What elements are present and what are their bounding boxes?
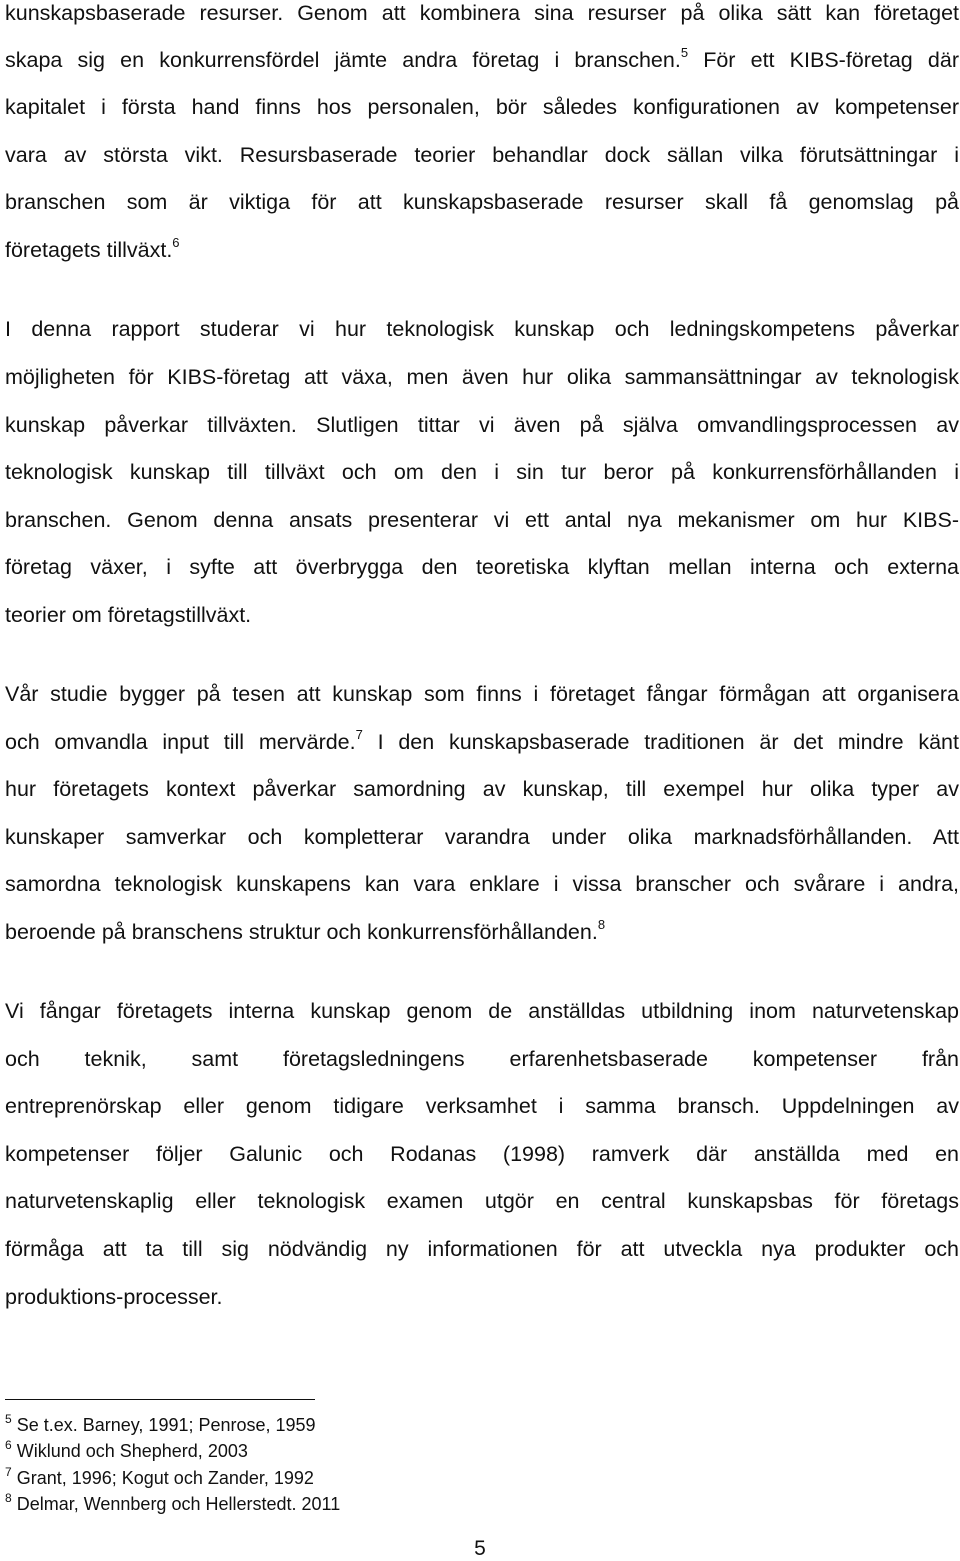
footnote-6: $^6$ Wiklund och Shepherd, 2003 — [5, 1438, 248, 1461]
text-line: hur företagets kontext påverkar samordning av kunskap, till exempel hur olika typer av — [5, 777, 959, 801]
footnote-separator — [5, 1399, 315, 1400]
text-line: beroende på branschens struktur och konkurrensförhållanden.$^8$ — [5, 916, 606, 944]
text-line: teknologisk kunskap till tillväxt och om den i sin tur beror på konkurrensförhållanden i — [5, 460, 959, 484]
text-line: branschen som är viktiga för att kunskapsbaserade resurser skall få genomslag på — [5, 190, 959, 214]
footnote-5: $^5$ Se t.ex. Barney, 1991; Penrose, 1959 — [5, 1412, 316, 1435]
text-line: samordna teknologisk kunskapens kan vara enklare i vissa branscher och svårare i andra, — [5, 872, 959, 896]
text-line: kunskapsbaserade resurser. Genom att kombinera sina resurser på olika sätt kan företaget — [5, 1, 959, 25]
text-line: och omvandla input till mervärde.$^7$ I den kunskapsbaserade traditionen är det mindre känt — [5, 726, 959, 754]
text-line: skapa sig en konkurrensfördel jämte andra företag i branschen.$^5$ För ett KIBS-företag där — [5, 44, 959, 72]
text-line: Vi fångar företagets interna kunskap genom de anställdas utbildning inom naturvetenskap — [5, 999, 959, 1023]
footnote-7: $^7$ Grant, 1996; Kogut och Zander, 1992 — [5, 1465, 314, 1488]
text-line: förmåga att ta till sig nödvändig ny informationen för att utveckla nya produkter och — [5, 1237, 959, 1261]
text-line: kapitalet i första hand finns hos personalen, bör således konfigurationen av kompetenser — [5, 95, 959, 119]
page-number: 5 — [474, 1537, 486, 1560]
text-line: vara av största vikt. Resursbaserade teorier behandlar dock sällan vilka förutsättningar i — [5, 143, 959, 167]
footnote-ref-5[interactable]: 5 — [680, 44, 689, 60]
text-line: naturvetenskaplig eller teknologisk examen utgör en central kunskapsbas för företags — [5, 1189, 959, 1213]
footnote-ref-7[interactable]: 7 — [355, 726, 363, 742]
text-line: produktions-processer. — [5, 1285, 223, 1309]
text-line: och teknik, samt företagsledningens erfarenhetsbaserade kompetenser från — [5, 1047, 959, 1071]
text-line: kunskaper samverkar och kompletterar varandra under olika marknadsförhållanden. Att — [5, 825, 959, 849]
text-line: Vår studie bygger på tesen att kunskap som finns i företaget fångar förmågan att organisera — [5, 682, 959, 706]
text-line: företag växer, i syfte att överbrygga den teoretiska klyftan mellan interna och externa — [5, 555, 959, 579]
text-line: branschen. Genom denna ansats presenterar vi ett antal nya mekanismer om hur KIBS- — [5, 508, 959, 532]
footnote-8: $^8$ Delmar, Wennberg och Hellerstedt. 2011 — [5, 1491, 341, 1514]
text-line: kunskap påverkar tillväxten. Slutligen tittar vi även på själva omvandlingsprocessen av — [5, 413, 959, 437]
text-line: teorier om företagstillväxt. — [5, 603, 252, 627]
text-line: I denna rapport studerar vi hur teknologisk kunskap och ledningskompetens påverkar — [5, 317, 959, 341]
text-line: kompetenser följer Galunic och Rodanas (1998) ramverk där anställda med en — [5, 1142, 959, 1166]
text-line: möjligheten för KIBS-företag att växa, men även hur olika sammansättningar av teknologisk — [5, 365, 959, 389]
text-line: entreprenörskap eller genom tidigare verksamhet i samma bransch. Uppdelningen av — [5, 1094, 959, 1118]
footnote-ref-6[interactable]: 6 — [172, 234, 180, 250]
footnote-ref-8[interactable]: 8 — [597, 916, 606, 932]
text-line: företagets tillväxt.$^6$ — [5, 234, 180, 262]
